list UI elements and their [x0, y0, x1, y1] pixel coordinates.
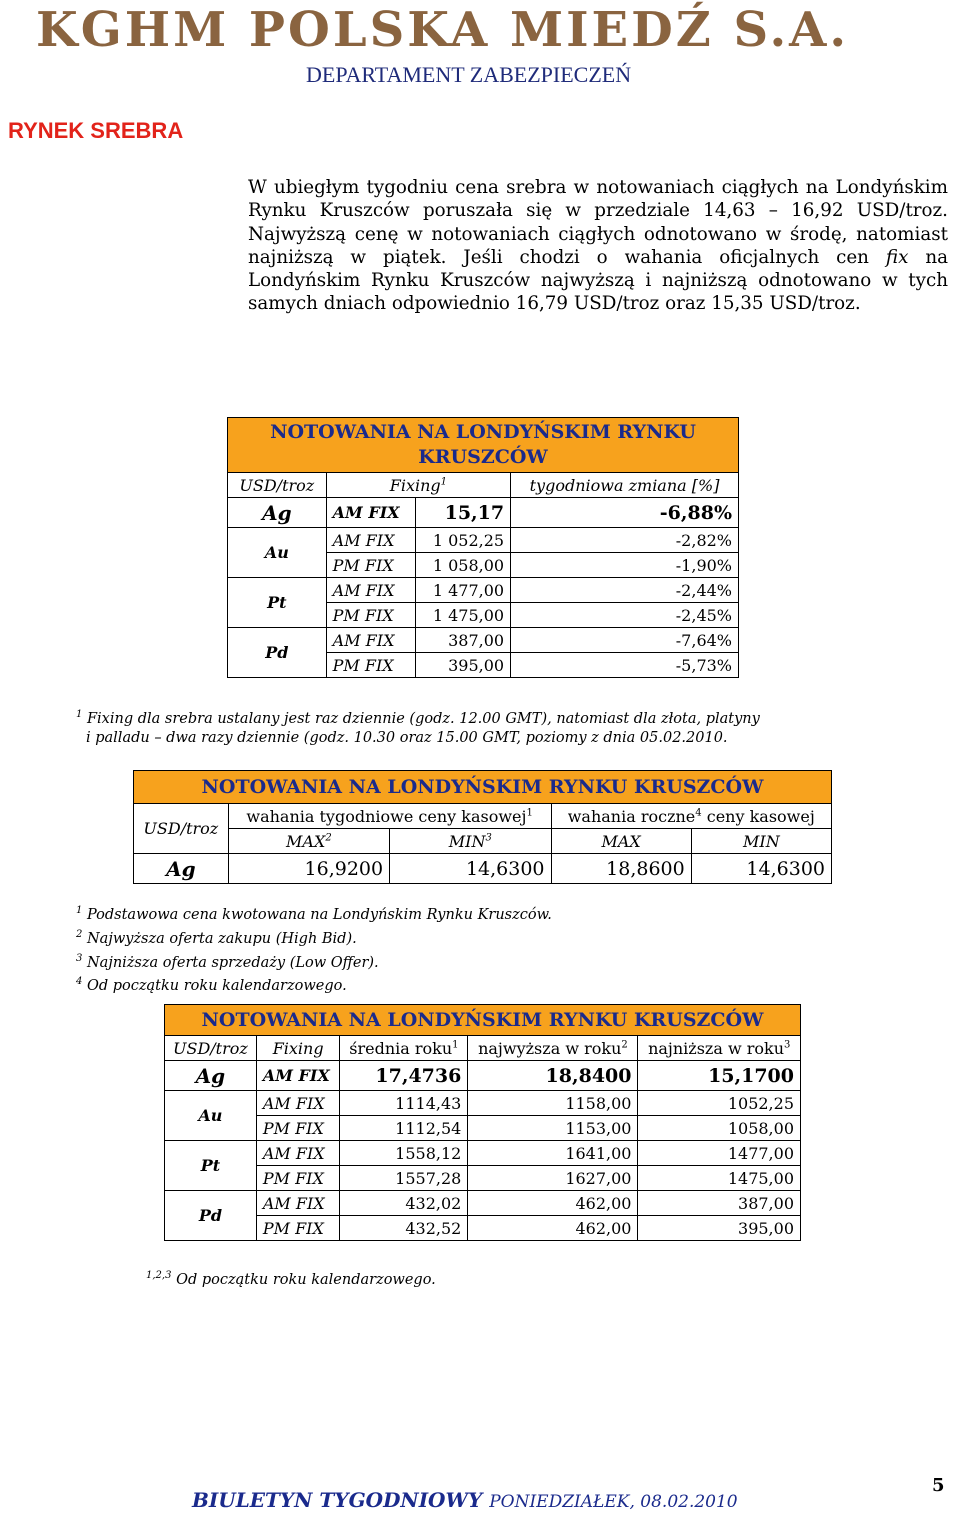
metal-ag: Ag — [165, 1061, 257, 1091]
fix-type: AM FIX — [256, 1091, 340, 1116]
weekly-change: -6,88% — [511, 498, 739, 528]
yearly-avg: 432,02 — [340, 1191, 468, 1216]
yearly-min: 14,6300 — [691, 854, 831, 884]
table2-weekly-header: wahania tygodniowe ceny kasowej$^1$ — [228, 804, 551, 829]
company-logo: KGHM POLSKA MIEDŹ S.A. — [36, 2, 850, 58]
fix-word: fix — [885, 246, 909, 268]
yearly-fixing-table — [164, 1004, 801, 1241]
yearly-low: 15,1700 — [638, 1061, 801, 1091]
footnote: $^1$ Podstawowa cena kwotowana na Londyńskim Rynku Kruszców. — [76, 905, 552, 923]
fix-type: PM FIX — [326, 603, 416, 628]
table1-col-change: tygodniowa zmiana [%] — [511, 473, 739, 498]
cash-price-range-table — [133, 770, 832, 884]
price: 395,00 — [416, 653, 511, 678]
yearly-high: 18,8400 — [468, 1061, 638, 1091]
yearly-max-header: MAX — [551, 829, 691, 854]
table1-col-fixing: Fixing$^1$ — [326, 473, 510, 498]
table1-title: NOTOWANIA NA LONDYŃSKIM RYNKU KRUSZCÓW — [228, 418, 739, 473]
table2-footnotes — [76, 901, 552, 996]
yearly-high: 1153,00 — [468, 1116, 638, 1141]
yearly-max: 18,8600 — [551, 854, 691, 884]
fix-type: PM FIX — [256, 1116, 340, 1141]
yearly-high: 462,00 — [468, 1191, 638, 1216]
weekly-max: 16,9200 — [228, 854, 389, 884]
metal-au: Au — [228, 528, 327, 578]
fix-type: PM FIX — [326, 653, 416, 678]
price: 1 475,00 — [416, 603, 511, 628]
metal-ag: Ag — [134, 854, 229, 884]
weekly-change: -7,64% — [511, 628, 739, 653]
fix-type: PM FIX — [256, 1166, 340, 1191]
fix-type: AM FIX — [256, 1141, 340, 1166]
table3-col-avg: średnia roku$^1$ — [340, 1036, 468, 1061]
fix-type: AM FIX — [326, 528, 416, 553]
weekly-change: -2,82% — [511, 528, 739, 553]
metal-pd: Pd — [165, 1191, 257, 1241]
table2-col-unit: USD/troz — [134, 804, 229, 854]
bulletin-footer: BIULETYN TYGODNIOWY PONIEDZIAŁEK, 08.02.2010 — [192, 1488, 738, 1512]
price: 15,17 — [416, 498, 511, 528]
fix-type: PM FIX — [326, 553, 416, 578]
fix-type: PM FIX — [256, 1216, 340, 1241]
yearly-high: 1158,00 — [468, 1091, 638, 1116]
yearly-low: 395,00 — [638, 1216, 801, 1241]
metal-pt: Pt — [165, 1141, 257, 1191]
yearly-low: 1477,00 — [638, 1141, 801, 1166]
metal-pd: Pd — [228, 628, 327, 678]
fix-type: AM FIX — [256, 1061, 340, 1091]
metal-ag: Ag — [228, 498, 327, 528]
page-number: 5 — [932, 1475, 945, 1496]
fix-type: AM FIX — [326, 498, 416, 528]
fix-type: AM FIX — [326, 578, 416, 603]
weekly-change: -2,44% — [511, 578, 739, 603]
yearly-avg: 1114,43 — [340, 1091, 468, 1116]
footnote: $^3$ Najniższa oferta sprzedaży (Low Offer). — [76, 952, 379, 971]
weekly-max-header: MAX$^2$ — [228, 829, 389, 854]
footnote: $^2$ Najwyższa oferta zakupu (High Bid). — [76, 928, 357, 947]
yearly-min-header: MIN — [691, 829, 831, 854]
footnote: $^4$ Od początku roku kalendarzowego. — [76, 976, 347, 995]
table3-col-unit: USD/troz — [165, 1036, 257, 1061]
yearly-low: 1058,00 — [638, 1116, 801, 1141]
price: 1 058,00 — [416, 553, 511, 578]
table3-col-low: najniższa w roku$^3$ — [638, 1036, 801, 1061]
table2-title: NOTOWANIA NA LONDYŃSKIM RYNKU KRUSZCÓW — [134, 771, 832, 804]
weekly-change: -2,45% — [511, 603, 739, 628]
table1-footnote: $^1$ Fixing dla srebra ustalany jest raz dziennie (godz. 12.00 GMT), natomiast dla złota, platyny i palladu – dwa razy dziennie (godz. 10.30 oraz 15.00 GMT, poziomy z dnia 05.02.2010. — [76, 709, 760, 746]
yearly-high: 1627,00 — [468, 1166, 638, 1191]
yearly-avg: 1557,28 — [340, 1166, 468, 1191]
yearly-low: 1475,00 — [638, 1166, 801, 1191]
weekly-change: -1,90% — [511, 553, 739, 578]
yearly-avg: 17,4736 — [340, 1061, 468, 1091]
fix-type: AM FIX — [326, 628, 416, 653]
weekly-change: -5,73% — [511, 653, 739, 678]
table3-footnote: $^{1,2,3}$ Od początku roku kalendarzowego. — [146, 1270, 436, 1288]
yearly-high: 462,00 — [468, 1216, 638, 1241]
yearly-high: 1641,00 — [468, 1141, 638, 1166]
table3-col-high: najwyższa w roku$^2$ — [468, 1036, 638, 1061]
table3-title: NOTOWANIA NA LONDYŃSKIM RYNKU KRUSZCÓW — [165, 1005, 801, 1036]
yearly-avg: 432,52 — [340, 1216, 468, 1241]
section-title: RYNEK SREBRA — [8, 118, 184, 143]
table2-yearly-header: wahania roczne$^4$ ceny kasowej — [551, 804, 831, 829]
weekly-min: 14,6300 — [390, 854, 551, 884]
yearly-avg: 1558,12 — [340, 1141, 468, 1166]
weekly-fixing-table — [227, 417, 739, 678]
table3-col-fixing: Fixing — [256, 1036, 340, 1061]
intro-paragraph: W ubiegłym tygodniu cena srebra w notowaniach ciągłych na Londyńskim Rynku Kruszców poruszała się w przedziale 14,63 – 16,92 USD/troz. Najwyższą cenę w notowaniach ciągłych odnotowano w środę, natomiast najniższą w piątek. Jeśli chodzi o wahania oficjalnych cen fix na Londyńskim Rynku Kruszców najwyższą i najniższą odnotowano w tych samych dniach odpowiednio 16,79 USD/troz oraz 15,35 USD/troz. — [248, 177, 948, 315]
weekly-min-header: MIN$^3$ — [390, 829, 551, 854]
department-name: DEPARTAMENT ZABEZPIECZEŃ — [306, 62, 632, 87]
table1-col-unit: USD/troz — [228, 473, 327, 498]
yearly-low: 387,00 — [638, 1191, 801, 1216]
price: 1 052,25 — [416, 528, 511, 553]
yearly-low: 1052,25 — [638, 1091, 801, 1116]
metal-pt: Pt — [228, 578, 327, 628]
fix-type: AM FIX — [256, 1191, 340, 1216]
metal-au: Au — [165, 1091, 257, 1141]
yearly-avg: 1112,54 — [340, 1116, 468, 1141]
price: 387,00 — [416, 628, 511, 653]
price: 1 477,00 — [416, 578, 511, 603]
